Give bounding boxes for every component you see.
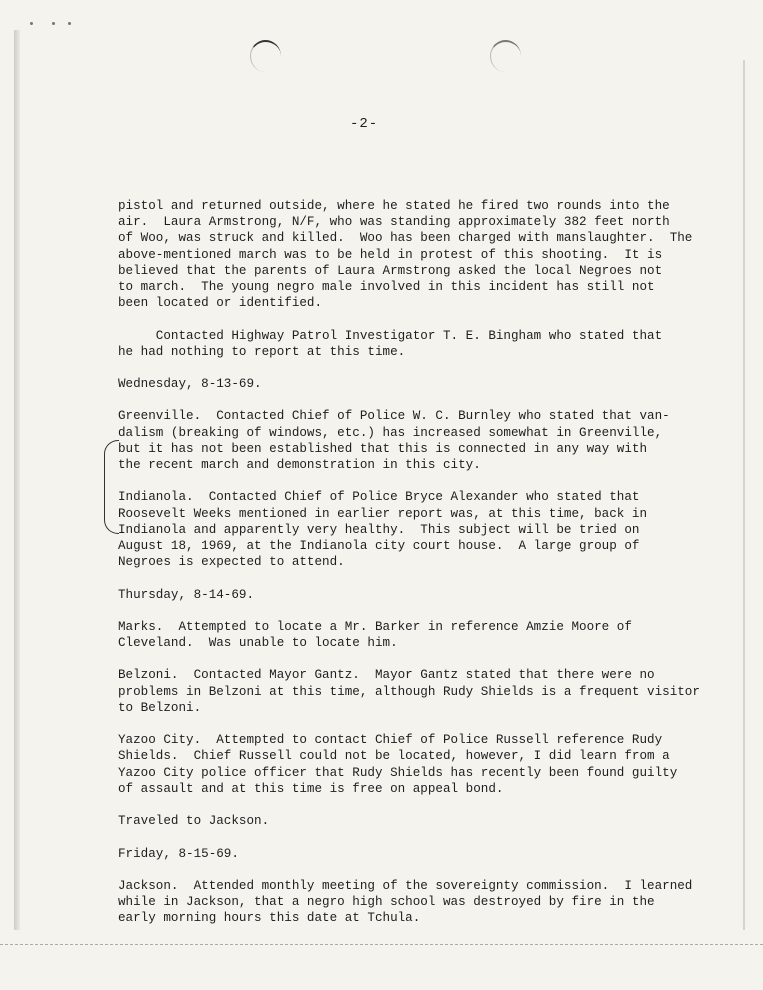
text-line: Contacted Highway Patrol Investigator T. E. Bingham who stated that — [118, 328, 663, 343]
scan-edge-left — [14, 30, 20, 930]
text-line: Indianola. Contacted Chief of Police Bryce Alexander who stated that — [118, 490, 640, 505]
text-line: Negroes is expected to attend. — [118, 555, 345, 570]
text-line: dalism (breaking of windows, etc.) has increased somewhat in Greenville, — [118, 425, 663, 440]
text-line: Greenville. Contacted Chief of Police W. C. Burnley who stated that van- — [118, 409, 670, 424]
text-line: Thursday, 8-14-69. — [118, 587, 255, 602]
scan-speck — [30, 22, 33, 25]
paragraph-marks — [118, 619, 698, 651]
paragraph-highway-patrol — [118, 328, 698, 360]
page-number: -2- — [350, 116, 379, 132]
date-heading-friday — [118, 846, 698, 862]
margin-bracket-mark — [104, 440, 119, 534]
text-line: above-mentioned march was to be held in protest of this shooting. It is — [118, 247, 663, 262]
text-line: problems in Belzoni at this time, although Rudy Shields is a frequent visitor — [118, 684, 700, 699]
text-line: early morning hours this date at Tchula. — [118, 911, 421, 926]
scan-edge-bottom — [0, 944, 763, 946]
text-line: air. Laura Armstrong, N/F, who was standing approximately 382 feet north — [118, 215, 670, 230]
text-line: pistol and returned outside, where he stated he fired two rounds into the — [118, 199, 670, 213]
paragraph-jackson — [118, 878, 698, 927]
text-line: Roosevelt Weeks mentioned in earlier report was, at this time, back in — [118, 506, 648, 521]
text-line: Yazoo City. Attempted to contact Chief of Police Russell reference Rudy — [118, 733, 663, 748]
punch-hole-left — [250, 40, 281, 72]
paragraph-greenville — [118, 408, 698, 473]
text-line: Friday, 8-15-69. — [118, 846, 239, 861]
text-line: Belzoni. Contacted Mayor Gantz. Mayor Gantz stated that there were no — [118, 668, 655, 683]
paragraph-indianola — [118, 489, 698, 570]
text-line: Indianola and apparently very healthy. This subject will be tried on — [118, 522, 640, 537]
text-line: Marks. Attempted to locate a Mr. Barker in reference Amzie Moore of — [118, 619, 632, 634]
punch-hole-right — [490, 40, 521, 72]
text-line: while in Jackson, that a negro high school was destroyed by fire in the — [118, 895, 655, 910]
text-line: August 18, 1969, at the Indianola city court house. A large group of — [118, 538, 640, 553]
text-line: Shields. Chief Russell could not be located, however, I did learn from a — [118, 749, 670, 764]
text-line: to march. The young negro male involved in this incident has still not — [118, 279, 655, 294]
date-heading-wednesday — [118, 376, 698, 392]
text-line: been located or identified. — [118, 296, 323, 311]
text-line: of assault and at this time is free on appeal bond. — [118, 781, 504, 796]
date-heading-thursday — [118, 587, 698, 603]
scan-speck — [52, 22, 55, 25]
document-body — [118, 198, 698, 926]
scan-edge-right — [743, 60, 745, 930]
paragraph-yazoo-city — [118, 732, 698, 797]
text-line: Cleveland. Was unable to locate him. — [118, 636, 398, 651]
text-line: of Woo, was struck and killed. Woo has been charged with manslaughter. The — [118, 231, 693, 246]
text-line: believed that the parents of Laura Armstrong asked the local Negroes not — [118, 263, 663, 278]
text-line: but it has not been established that this is connected in any way with — [118, 441, 648, 456]
text-line: Traveled to Jackson. — [118, 814, 270, 829]
text-line: Wednesday, 8-13-69. — [118, 377, 262, 392]
scan-speck — [68, 22, 71, 25]
text-line: the recent march and demonstration in this city. — [118, 458, 481, 472]
text-line: Jackson. Attended monthly meeting of the sovereignty commission. I learned — [118, 878, 693, 893]
paragraph-traveled — [118, 813, 698, 829]
text-line: he had nothing to report at this time. — [118, 344, 406, 359]
paragraph-belzoni — [118, 667, 698, 716]
text-line: to Belzoni. — [118, 700, 202, 715]
text-line: Yazoo City police officer that Rudy Shields has recently been found guilty — [118, 765, 678, 780]
paragraph-shooting — [118, 198, 698, 311]
